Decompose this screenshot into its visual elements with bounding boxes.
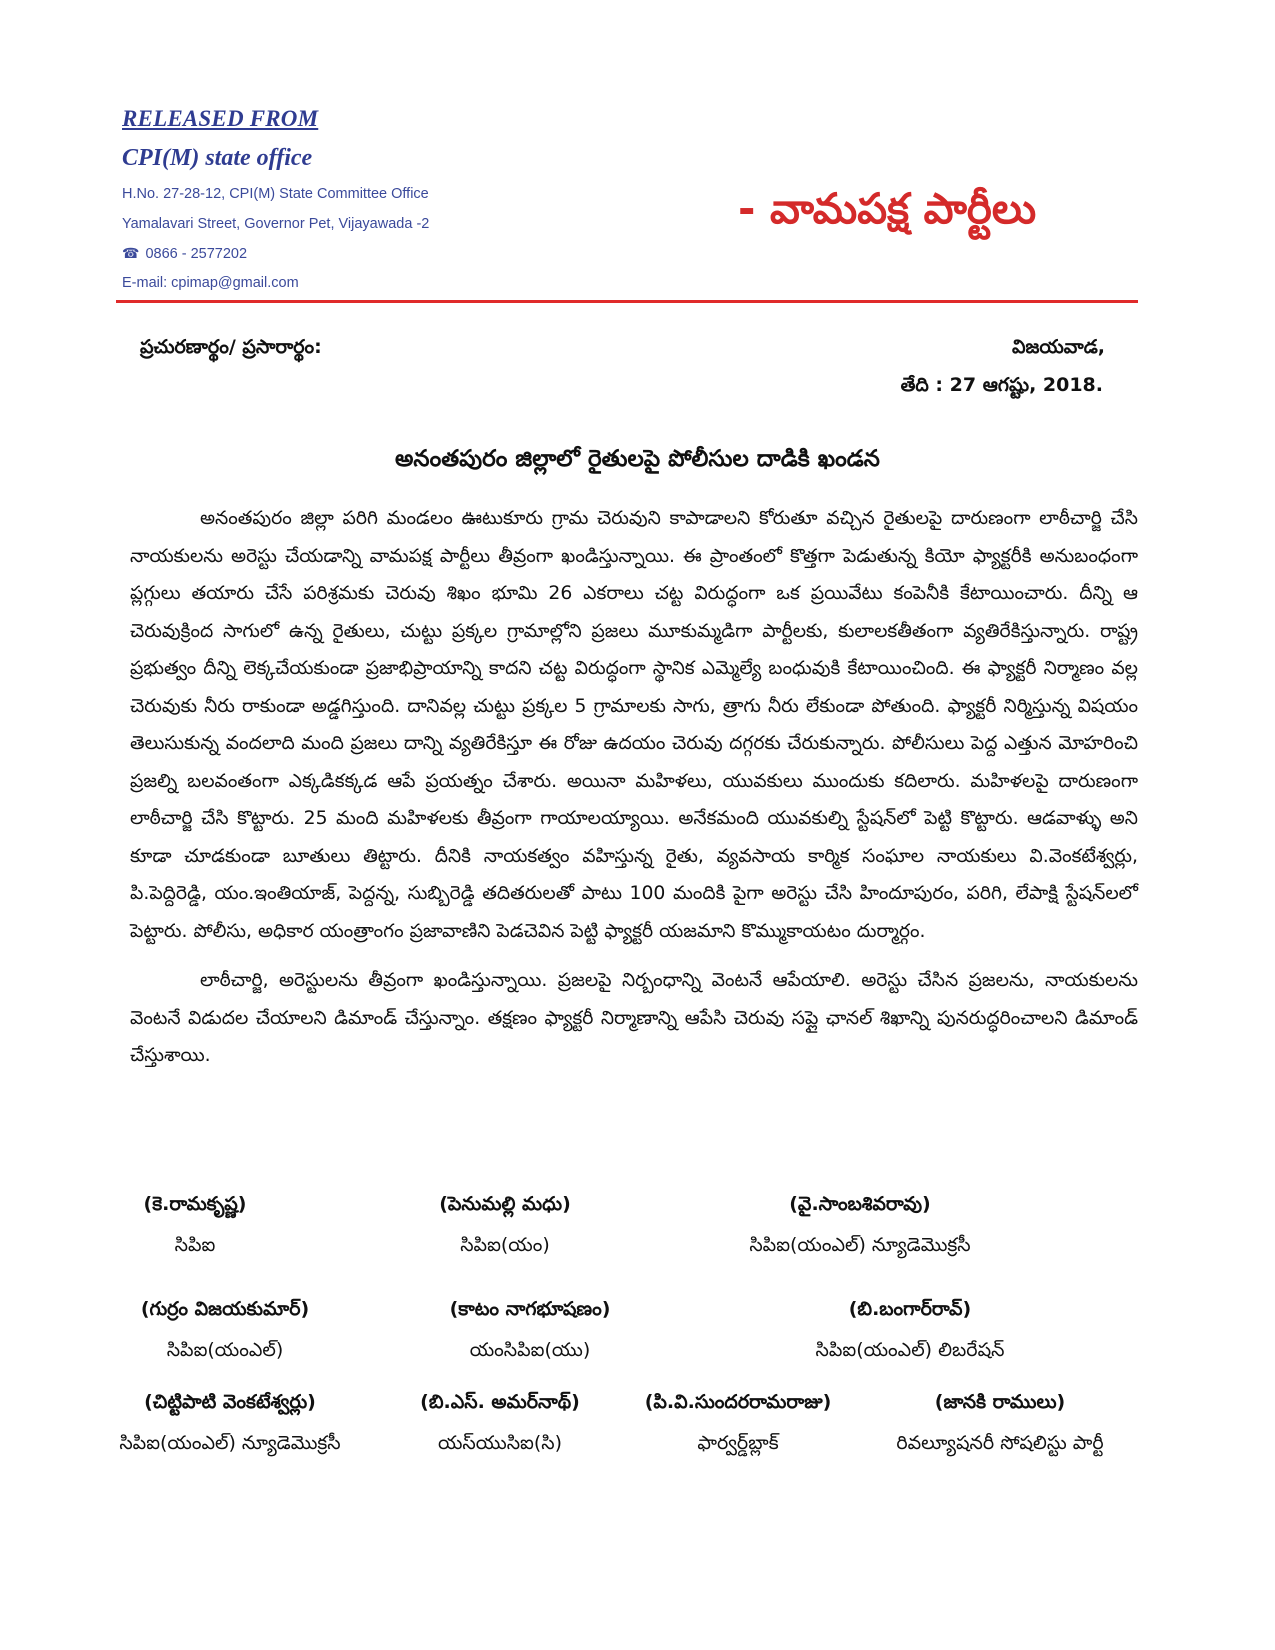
signatory-party: ఫార్వర్డ్‌బ్లాక్ [697,1432,779,1454]
signatory-name: (కె.రామకృష్ణ) [143,1193,247,1215]
signatory-name: (చిట్టిపాటి వెంకటేశ్వర్లు) [144,1391,316,1413]
signatory-name: (పి.వి.సుందరరామరాజు) [644,1391,832,1413]
party-title: - వామపక్ష పార్టీలు [738,184,1037,233]
body-text [130,500,1138,1075]
signatory-name: (వై.సాంబశివరావు) [789,1193,931,1215]
signatory-party: సిపిఐ(యంఎల్) న్యూడెమొక్రసీ [749,1234,971,1256]
email-line: E-mail: cpimap@gmail.com [122,275,299,291]
signatory-party: సిపిఐ [174,1234,216,1256]
signatory-name: (జానకి రాములు) [934,1391,1066,1413]
signatory-name: (బి.ఎస్. అమర్‌నాథ్) [420,1391,580,1413]
signatory-10 [860,1391,1140,1459]
signatory-1 [120,1193,270,1261]
signatory-7 [80,1391,380,1459]
released-from-label: RELEASED FROM [122,106,319,131]
signatory-5 [410,1298,650,1366]
signatory-party: సిపిఐ(యంఎల్) న్యూడెమొక్రసీ [119,1432,341,1454]
signatory-2 [405,1193,605,1261]
city-label: విజయవాడ, [1011,336,1105,358]
signatory-3 [705,1193,1015,1261]
phone-number: 0866 - 2577202 [145,246,248,262]
office-name: CPI(M) state office [122,145,313,171]
body-paragraph-2: లాఠీచార్జి, అరెస్టులను తీవ్రంగా ఖండిస్తున్నాయి. ప్రజలపై నిర్బంధాన్ని వెంటనే ఆపేయాలి. అరెస్టు చేసిన ప్రజలను, నాయకులను వెంటనే విడుదల చేయాలని డిమాండ్ చేస్తున్నాం. తక్షణం ఫ్యాక్టరీ నిర్మాణాన్ని ఆపేసి చెరువు సప్లై ఛానల్ శిఖాన్ని పునరుద్ధరించాలని డిమాండ్ చేస్తుశాయి. [130,970,1138,1066]
signatory-party: యంసిపిఐ(యు) [469,1339,591,1361]
signatory-party: సిపిఐ(యం) [460,1234,550,1256]
signatory-party: రివల్యూషనరీ సోషలిస్టు పార్టీ [896,1432,1104,1454]
signatory-party: సిపిఐ(యంఎల్) లిబరేషన్ [815,1339,1005,1361]
signatory-name: (గుర్రం విజయకుమార్) [140,1298,310,1320]
headline: అనంతపురం జిల్లాలో రైతులపై పోలీసుల దాడికి ఖండన [395,446,880,472]
signatory-8 [395,1391,605,1459]
body-paragraph-1: అనంతపురం జిల్లా పరిగి మండలం ఊటుకూరు గ్రామ చెరువుని కాపాడాలని కోరుతూ వచ్చిన రైతులపై దారుణంగా లాఠీచార్జి చేసి నాయకులను అరెస్టు చేయడాన్ని వామపక్ష పార్టీలు తీవ్రంగా ఖండిస్తున్నాయి. ఈ ప్రాంతంలో కొత్తగా పెడుతున్న కియో ఫ్యాక్టరీకి అనుబంధంగా ప్లగ్గులు తయారు చేసే పరిశ్రమకు చెరువు శిఖం భూమి 26 ఎకరాలు చట్ట విరుద్ధంగా ఒక ప్రయివేటు కంపెనీకి కేటాయించారు. దీన్ని ఆ చెరువుక్రింద సాగులో ఉన్న రైతులు, చుట్టు ప్రక్కల గ్రామాల్లోని ప్రజలు మూకుమ్మడిగా పార్టీలకు, కులాలకతీతంగా వ్యతిరేకిస్తున్నారు. రాష్ట్ర ప్రభుత్వం దీన్ని లెక్కచేయకుండా ప్రజాభిప్రాయాన్ని కాదని చట్ట విరుద్ధంగా స్థానిక ఎమ్మెల్యే బంధువుకి కేటాయించింది. ఈ ఫ్యాక్టరీ నిర్మాణం వల్ల చెరువుకు నీరు రాకుండా అడ్డగిస్తుంది. దానివల్ల చుట్టు ప్రక్కల 5 గ్రామాలకు సాగు, త్రాగు నీరు లేకుండా పోతుంది. ఫ్యాక్టరీ నిర్మిస్తున్న విషయం తెలుసుకున్న వందలాది మంది ప్రజలు దాన్ని వ్యతిరేకిస్తూ ఈ రోజు ఉదయం చెరువు దగ్గరకు చేరుకున్నారు. పోలీసులు పెద్ద ఎత్తున మోహరించి ప్రజల్ని బలవంతంగా ఎక్కడికక్కడ ఆపే ప్రయత్నం చేశారు. అయినా మహిళలు, యువకులు ముందుకు కదిలారు. మహిళలపై దారుణంగా లాఠీచార్జి చేసి కొట్టారు. 25 మంది మహిళలకు తీవ్రంగా గాయాలయ్యాయి. అనేకమంది యువకుల్ని స్టేషన్‌లో పెట్టి కొట్టారు. ఆడవాళ్ళు అని కూడా చూడకుండా బూతులు తిట్టారు. దీనికి నాయకత్వం వహిస్తున్న రైతు, వ్యవసాయ కార్మిక సంఘాల నాయకులు వి.వెంకటేశ్వర్లు, పి.పెద్దిరెడ్డి, యం.ఇంతియాజ్, పెద్దన్న, సుబ్బిరెడ్డి తదితరులతో పాటు 100 మందికి పైగా అరెస్టు చేసి హిందూపురం, పరిగి, లేపాక్షి స్టేషన్‌లలో పెట్టారు. పోలీసు, అధికార యంత్రాంగం ప్రజావాణిని పెడచెవిన పెట్టి ఫ్యాక్టరీ యజమాని కొమ్ముకాయటం దుర్మార్గం. [130,508,1138,942]
signatory-6 [770,1298,1050,1366]
for-publication-label: ప్రచురణార్థం/ ప్రసారార్థం: [140,336,322,358]
signatory-9 [618,1391,858,1459]
address-line-1: H.No. 27-28-12, CPI(M) State Committee Office [122,186,429,202]
telephone-icon: ☎ [122,245,140,261]
signatory-4 [105,1298,345,1366]
header-divider [116,300,1138,303]
signatory-party: సిపిఐ(యంఎల్) [166,1339,284,1361]
signatory-party: యస్‌యుసిఐ(సి) [437,1432,563,1454]
phone-line [122,245,247,262]
signatory-name: (పెనుమల్లి మధు) [439,1193,571,1215]
signatory-name: (కాటం నాగభూషణం) [449,1298,611,1320]
signatory-name: (బి.బంగార్‌రావ్) [848,1298,972,1320]
date-label: తేది : 27 ఆగష్టు, 2018. [900,374,1103,396]
address-line-2: Yamalavari Street, Governor Pet, Vijayawada -2 [122,216,430,232]
